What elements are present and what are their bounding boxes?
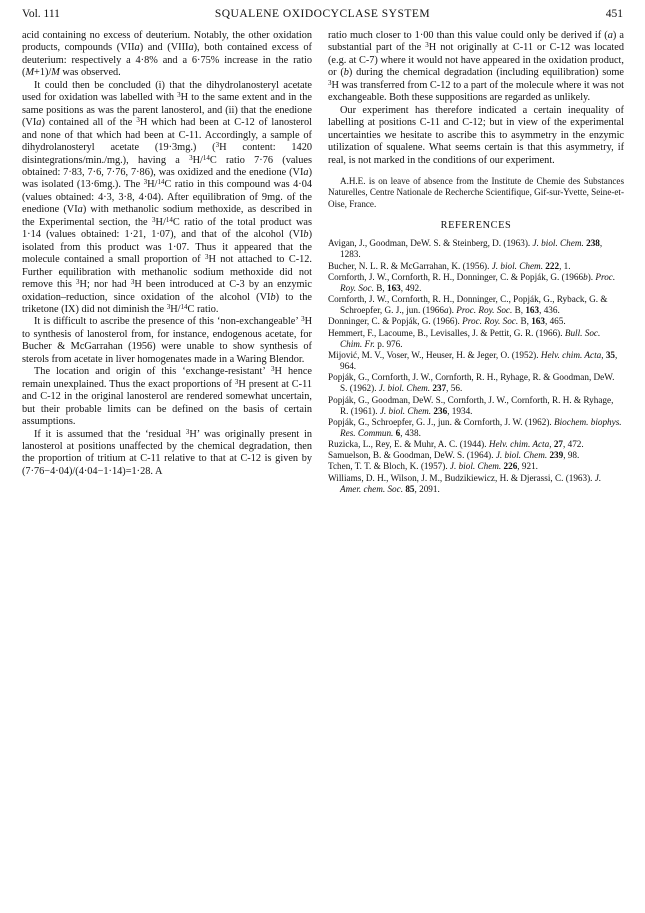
reference-entry: Samuelson, B. & Goodman, DeW. S. (1964). J. biol. Chem. 239, 98. — [328, 450, 580, 461]
running-header — [22, 8, 623, 24]
running-title: SQUALENE OXIDOCYCLASE SYSTEM — [214, 8, 431, 20]
right-column — [328, 30, 624, 495]
page-number: 451 — [605, 8, 623, 20]
paragraph: The location and origin of this ‘exchange-resistant’ $^3$H hence remain unexplained. Thus the exact proportions of $^3$H present at C-11 and C-12 in the original lanosterol are rendered somewhat uncertain, but their probable limits can be defined on the basis of certain assumptions. — [22, 365, 312, 428]
reference-entry: Tchen, T. T. & Bloch, K. (1957). J. biol. Chem. 226, 921. — [328, 461, 538, 472]
reference-entry: Ruzicka, L., Rey, E. & Muhr, A. C. (1944). Helv. chim. Acta, 27, 472. — [328, 439, 584, 450]
reference-entry: Cornforth, J. W., Cornforth, R. H., Donninger, C., Popják, G., Ryback, G. & Schroepfer, G. J., jun. (1966a). Proc. Roy. Soc. B, 163, 436. — [328, 294, 608, 316]
acknowledgement-note: A.H.E. is on leave of absence from the Institute de Chemie des Substances Naturelles, Centre Nationale de Recherche Scientifique, Gif-sur-Yvette, Seine-et-Oise, France. — [328, 175, 624, 209]
paragraph: acid containing no excess of deuterium. Notably, the other oxidation products, compounds (VIIa) and (VIIIa), both contained excess of deuterium: respectively a 4·8% and a 6·75% increase in the ratio (M+1)/M was observed. — [22, 30, 312, 79]
right-column-body — [328, 30, 624, 167]
references-heading: REFERENCES — [440, 219, 512, 231]
reference-entry: Mijović, M. V., Voser, W., Heuser, H. & Jeger, O. (1952). Helv. chim. Acta, 35, 964. — [328, 349, 618, 372]
reference-entry: Cornforth, J. W., Cornforth, R. H., Donninger, C. & Popják, G. (1966b). Proc. Roy. Soc. B, 163, 492. — [328, 271, 616, 293]
left-column — [22, 30, 312, 478]
reference-entry: Avigan, J., Goodman, DeW. S. & Steinberg, D. (1963). J. biol. Chem. 238, 1283. — [328, 238, 603, 260]
reference-entry: Popják, G., Schroepfer, G. J., jun. & Cornforth, J. W. (1962). Biochem. biophys. Res. Commun. 6, 438. — [328, 416, 622, 438]
paragraph: ratio much closer to 1·00 than this value could only be derived if (a) a substantial part of the $^3$H not originally at C-11 or C-12 was located (e.g. at C-7) where it would not have appeared in the oxidation product, or (b) during the chemical degradation (including equilibration) some $^3$H was transferred from C-12 to a part of the molecule where it was not exchangeable. Both these suppositions are regarded as unlikely. — [328, 30, 624, 104]
reference-entry: Popják, G., Goodman, DeW. S., Cornforth, J. W., Cornforth, R. H. & Ryhage, R. (1961). J. biol. Chem. 236, 1934. — [328, 394, 614, 416]
reference-entry: Popják, G., Cornforth, J. W., Cornforth, R. H., Ryhage, R. & Goodman, DeW. S. (1962). J. biol. Chem. 237, 56. — [328, 372, 615, 394]
reference-list — [328, 238, 624, 495]
reference-entry: Williams, D. H., Wilson, J. M., Budzikiewicz, H. & Djerassi, C. (1963). J. Amer. chem. Soc. 85, 2091. — [328, 472, 602, 494]
paragraph: It is difficult to ascribe the presence of this ‘non-exchangeable’ $^3$H to synthesis of lanosterol from, for instance, endogenous acetate, for Bucher & McGarrahan (1956) were unable to show synthesis of sterols from acetate in liver homogenates made in a Waring Blendor. — [22, 315, 312, 365]
reference-entry: Bucher, N. L. R. & McGarrahan, K. (1956). J. biol. Chem. 222, 1. — [328, 260, 571, 271]
paragraph: It could then be concluded (i) that the dihydrolanosteryl acetate used for oxidation was labelled with $^3$H to the same extent and in the same positions as was the parent lanosterol, and (ii) that the enedione (VIa) contained all of the $^3$H which had been at C-12 of lanosterol and none of that which had been at C-11. Accordingly, a sample of dihydrolanosteryl acetate (19·3mg.) ($^3$H content: 1420 disintegrations/min./mg.), having a $^3$H/$^{14}$C ratio 7·76 (values obtained: 7·83, 7·6, 7·76, 7·86), was oxidized and the enedione (VIa) was isolated (13·6mg.). The $^3$H/$^{14}$C ratio in this compound was 4·04 (values obtained: 4·3, 3·8, 4·04). After equilibration of 9mg. of the enedione (VIa) with methanolic sodium methoxide, as described in the Experimental section, the $^3$H/$^{14}$C ratio of the total product was 1·14 (values obtained: 1·21, 1·07), and that of the alcohol (VIb) isolated from this product was 1·07. Thus it appeared that the molecule contained a small proportion of $^3$H not attached to C-12. Further equilibration with methanolic sodium methoxide did not remove this $^3$H; nor had $^3$H been introduced at C-3 by an enzymic oxidation–reduction, since oxidation of the alcohol (VIb) to the triketone (IX) did not diminish the $^3$H/$^{14}$C ratio. — [22, 79, 312, 315]
paragraph: Our experiment has therefore indicated a certain inequality of labelling at positions C-11 and C-12; but in view of the experimental uncertainties we hesitate to ascribe this to asymmetry in the enzymic utilization of squalene. What seems certain is that this asymmetry, if real, is not marked in the conditions of our experiment. — [328, 104, 624, 166]
reference-entry: Donninger, C. & Popják, G. (1966). Proc. Roy. Soc. B, 163, 465. — [328, 316, 566, 327]
reference-entry: Hemmert, F., Lacoume, B., Levisalles, J. & Pettit, G. R. (1966). Bull. Soc. Chim. Fr. p. 976. — [328, 327, 601, 349]
paragraph: If it is assumed that the ‘residual $^3$H’ was originally present in lanosterol at positions unaffected by the chemical degradation, then the proportion of tritium at C-11 relative to that at C-12 is given by (7·76−4·04)/(4·04−1·14)=1·28. A — [22, 427, 312, 477]
volume-label: Vol. 111 — [22, 8, 60, 20]
